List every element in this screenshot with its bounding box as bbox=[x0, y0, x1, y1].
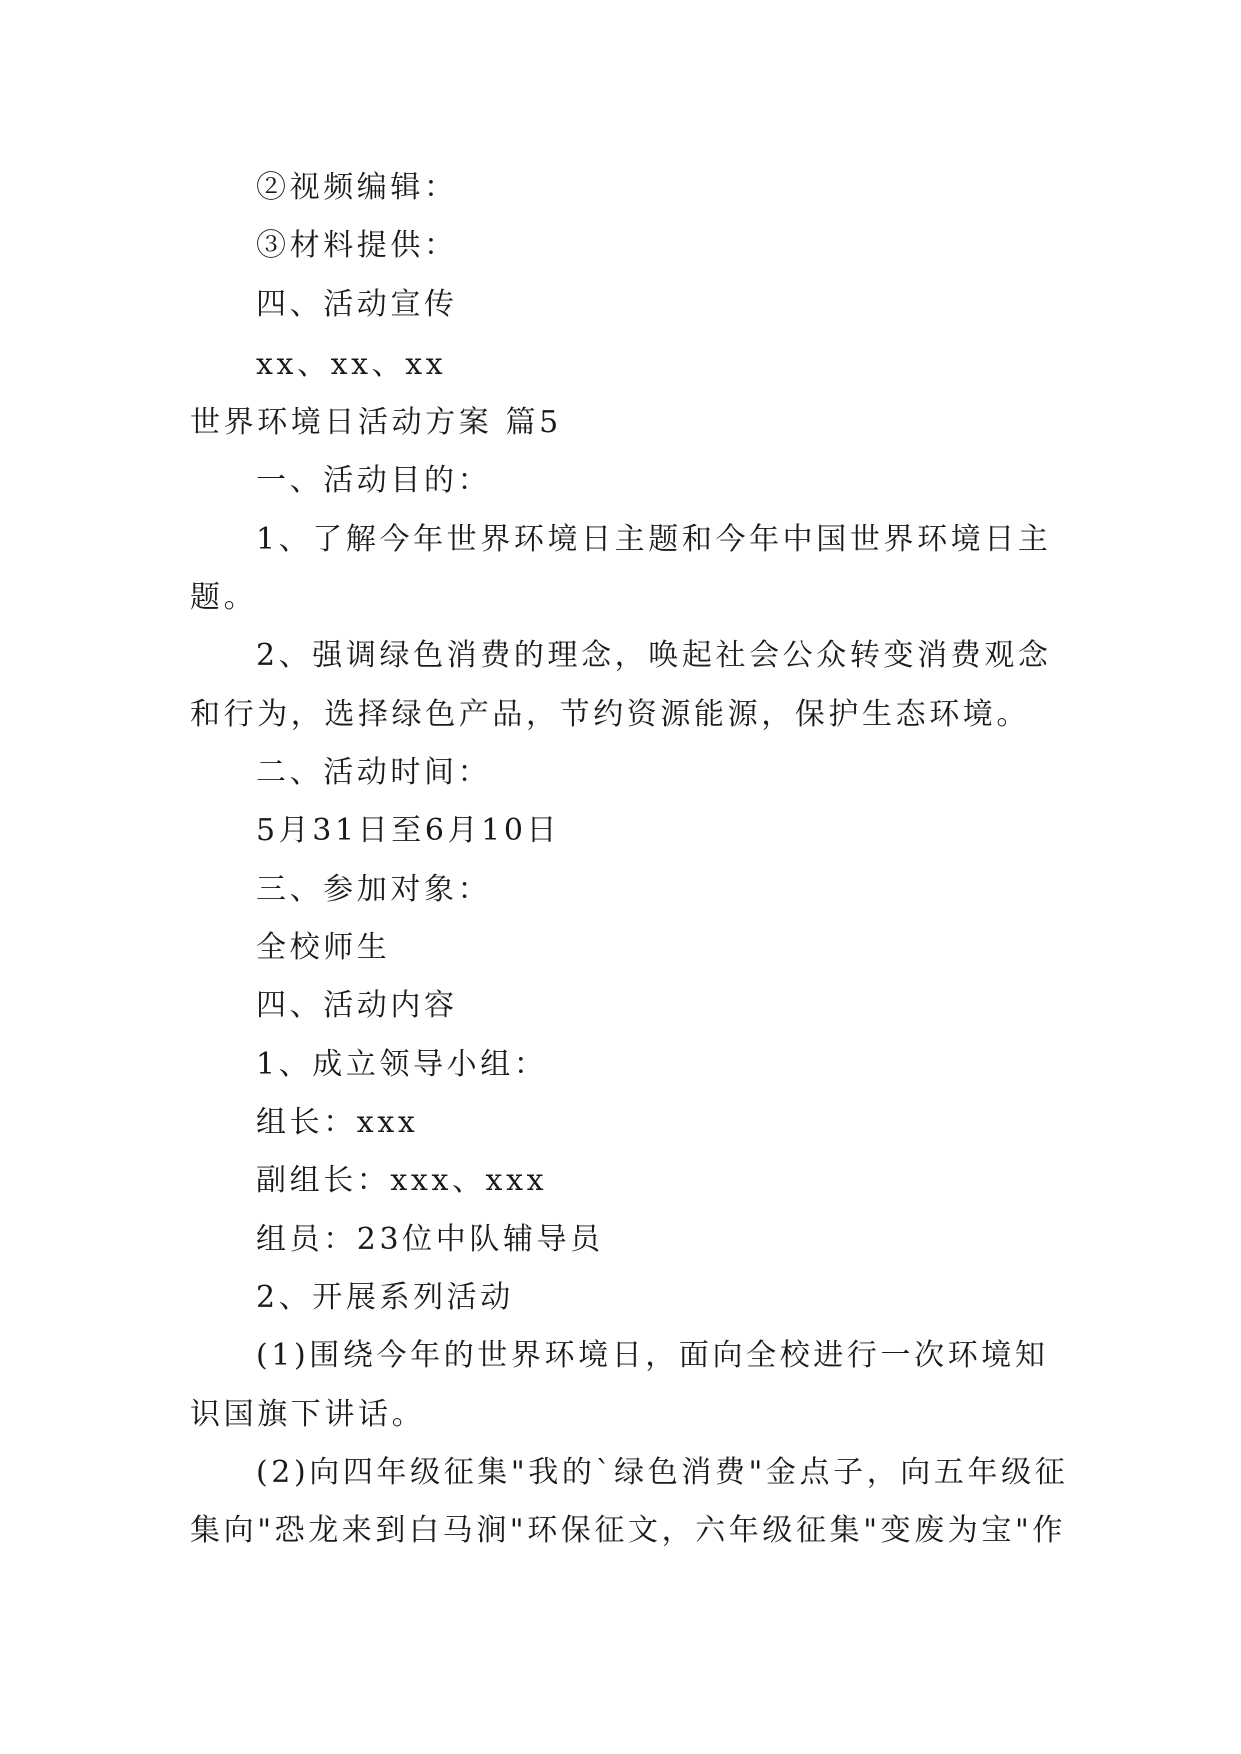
content-heading: 四、活动内容 bbox=[256, 988, 458, 1023]
series-item-2-line-1: (2)向四年级征集"我的`绿色消费"金点子，向五年级征 bbox=[256, 1455, 1069, 1490]
material-supply-line: ③材料提供： bbox=[256, 228, 458, 263]
series-item-1-line-2: 识国旗下讲话。 bbox=[190, 1397, 426, 1432]
deputy-leader-line: 副组长：xxx、xxx bbox=[256, 1163, 548, 1198]
purpose-item-2-line-1: 2、强调绿色消费的理念，唤起社会公众转变消费观念 bbox=[256, 638, 1052, 673]
video-editing-line: ②视频编辑： bbox=[256, 170, 458, 205]
purpose-item-2-line-2: 和行为，选择绿色产品，节约资源能源，保护生态环境。 bbox=[190, 697, 1030, 732]
leader-line: 组长：xxx bbox=[256, 1105, 419, 1140]
series-item-1-line-1: (1)围绕今年的世界环境日，面向全校进行一次环境知 bbox=[256, 1338, 1049, 1373]
members-line: 组员：23位中队辅导员 bbox=[256, 1222, 604, 1257]
purpose-item-1-line-1: 1、了解今年世界环境日主题和今年中国世界环境日主 bbox=[256, 522, 1052, 557]
time-heading: 二、活动时间： bbox=[256, 755, 492, 790]
leadership-heading: 1、成立领导小组： bbox=[256, 1047, 548, 1082]
plan-title: 世界环境日活动方案 篇5 bbox=[190, 405, 562, 440]
series-heading: 2、开展系列活动 bbox=[256, 1280, 514, 1315]
participants-value: 全校师生 bbox=[256, 930, 391, 965]
publicity-heading: 四、活动宣传 bbox=[256, 287, 458, 322]
purpose-heading: 一、活动目的： bbox=[256, 463, 492, 498]
participants-heading: 三、参加对象： bbox=[256, 872, 492, 907]
purpose-item-1-line-2: 题。 bbox=[190, 580, 258, 615]
publicity-names: xx、xx、xx bbox=[256, 347, 447, 382]
time-value: 5月31日至6月10日 bbox=[256, 813, 561, 848]
series-item-2-line-2: 集向"恐龙来到白马涧"环保征文，六年级征集"变废为宝"作 bbox=[190, 1513, 1066, 1548]
